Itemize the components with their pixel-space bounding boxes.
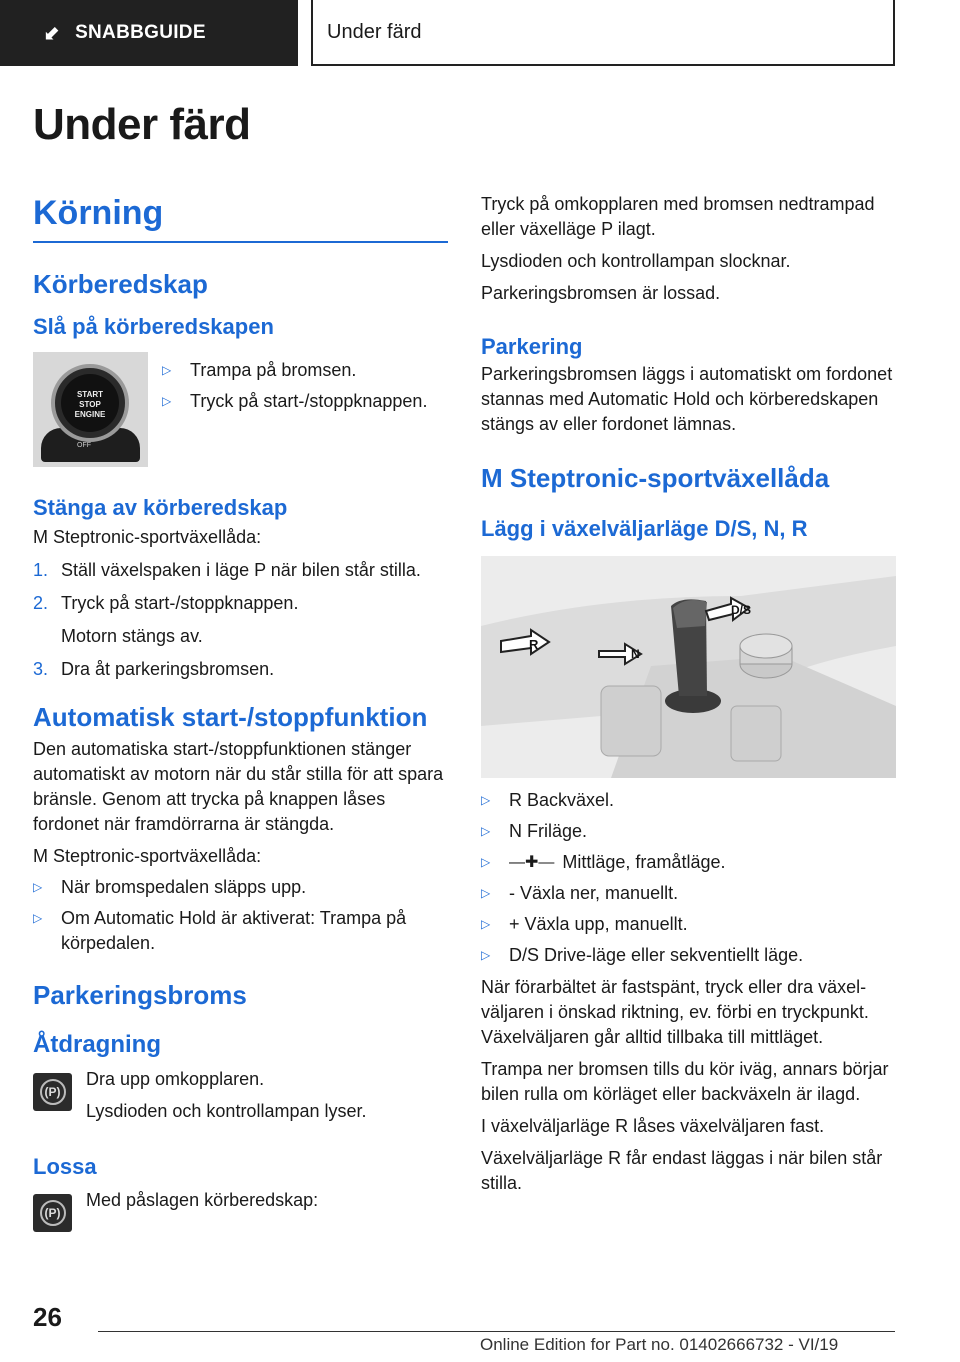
numbered-item — [33, 558, 448, 583]
section-label: Under färd — [327, 20, 422, 43]
step-text: Motorn stängs av. — [61, 626, 203, 646]
center-position-icon: —✚— — [509, 854, 555, 871]
stop-text: STOP — [79, 400, 101, 409]
step-text: Tryck på start-/stoppknappen. — [61, 593, 299, 613]
list-item — [481, 943, 896, 968]
list-item-text: Tryck på start-/stoppknappen. — [190, 391, 428, 411]
right-column — [481, 192, 896, 1196]
triangle-bullet-icon: ▷ — [162, 363, 172, 377]
gear-label-ds: D/S — [731, 603, 752, 617]
parking-brake-icon — [33, 1194, 72, 1232]
triangle-bullet-icon: ▷ — [481, 948, 491, 962]
section-tab[interactable] — [311, 0, 895, 66]
numbered-item — [33, 624, 448, 649]
page-number: 26 — [33, 1302, 62, 1332]
parking-brake-symbol: (P) — [40, 1079, 66, 1105]
heading-lagg-i: Lägg i växelväljarläge D/S, N, R — [481, 516, 808, 541]
atdragning-row — [33, 1067, 448, 1124]
triangle-bullet-icon: ▷ — [33, 880, 43, 894]
footer-divider — [98, 1331, 895, 1332]
stanga-intro: M Steptronic-sportväxellåda: — [33, 527, 262, 547]
start-text: START — [76, 390, 104, 399]
step-number: 2. — [33, 593, 49, 613]
parkering-body: Parkeringsbromsen läggs i automatiskt om fordonet stannas med Automatic Hold och körberedskapen stängs av eller fordonet lämnas. — [481, 364, 893, 434]
heading-autostart: Automatisk start-/stoppfunktion — [33, 702, 428, 732]
gear-bullets — [481, 788, 896, 968]
steptronic-paragraph: I växelväljarläge R låses växelväljaren fast. — [481, 1116, 825, 1136]
triangle-bullet-icon: ▷ — [481, 793, 491, 807]
heading-parkering: Parkering — [481, 334, 583, 359]
start-bullets — [162, 352, 427, 467]
heading-stanga: Stänga av körberedskap — [33, 495, 288, 520]
list-item — [481, 912, 896, 937]
lossa-continued: Parkeringsbromsen är lossad. — [481, 283, 721, 303]
autostart-body: Den automatiska start-/stoppfunktionen stänger automatiskt av motorn när du står stilla för att spara bränsle. Genom att trycka på knappen låses fordonet när framdörrarna är stängda. — [33, 739, 444, 834]
list-item-text: N Friläge. — [509, 821, 588, 841]
parking-brake-icon — [33, 1073, 72, 1111]
page-title: Under färd — [33, 100, 251, 149]
list-item — [162, 389, 427, 414]
lossa-continued: Lysdioden och kontrollampan slocknar. — [481, 251, 791, 271]
snabbguide-tab[interactable] — [0, 0, 298, 66]
step-number: 3. — [33, 659, 49, 679]
autostart-intro: M Steptronic-sportväxellåda: — [33, 846, 262, 866]
triangle-bullet-icon: ▷ — [33, 911, 43, 925]
list-item-text: Mittläge, framåtläge. — [562, 852, 726, 872]
lossa-continued: Tryck på omkopplaren med bromsen nedtrampad eller växelläge P ilagt. — [481, 194, 875, 239]
list-item-text: - Växla ner, manuellt. — [509, 883, 679, 903]
atdragning-line: Dra upp omkopplaren. — [86, 1069, 265, 1089]
list-item — [481, 881, 896, 906]
heading-steptronic: M Steptronic-sportväxellåda — [481, 463, 830, 493]
gear-label-r: R — [529, 637, 539, 652]
list-item — [162, 358, 427, 383]
heading-sla-pa: Slå på körberedskapen — [33, 314, 274, 339]
list-item — [33, 875, 448, 900]
heading-parkeringsbroms: Parkeringsbroms — [33, 980, 247, 1010]
tab-label: SNABBGUIDE — [75, 22, 206, 43]
list-item — [481, 850, 896, 875]
list-item — [481, 788, 896, 813]
steptronic-paragraph: Växelväljarläge R får endast läggas i när bilen står stilla. — [481, 1148, 883, 1193]
numbered-item — [33, 591, 448, 616]
left-column — [33, 190, 448, 1232]
gear-selector-illustration — [481, 556, 896, 778]
list-item-text: D/S Drive-läge eller sekventiellt läge. — [509, 945, 804, 965]
list-item-text: + Växla upp, manuellt. — [509, 914, 688, 934]
step-number: 1. — [33, 560, 49, 580]
triangle-bullet-icon: ▷ — [481, 886, 491, 900]
heading-lossa: Lossa — [33, 1154, 97, 1179]
lossa-row — [33, 1188, 448, 1232]
button-face — [61, 374, 119, 432]
pin-icon: ⬋ — [44, 22, 62, 44]
section-title-korning: Körning — [33, 194, 448, 243]
numbered-item — [33, 657, 448, 682]
heading-korberedskap: Körberedskap — [33, 269, 208, 299]
engine-text: ENGINE — [74, 410, 106, 419]
step-text: Ställ växelspaken i läge P när bilen står stilla. — [61, 560, 421, 580]
list-item — [481, 819, 896, 844]
edition-text: Online Edition for Part no. 01402666732 - VI/19 — [480, 1335, 839, 1354]
gear-selector-image — [481, 556, 896, 778]
steptronic-paragraph: Trampa ner bromsen tills du kör iväg, annars börjar bilen rulla om körläget eller backväxeln är ilagd. — [481, 1059, 889, 1104]
steptronic-paragraph: När förarbältet är fastspänt, tryck eller dra växelväljaren i önskad riktning, ev. förbi en tryckpunkt. Växelväljaren går alltid tillbaka till mittläget. — [481, 977, 869, 1047]
step-number — [33, 624, 61, 649]
parking-brake-symbol: (P) — [40, 1200, 66, 1226]
atdragning-line: Lysdioden och kontrollampan lyser. — [86, 1101, 367, 1121]
start-stop-button-image — [33, 352, 148, 467]
list-item — [33, 906, 448, 956]
heading-atdragning: Åtdragning — [33, 1031, 161, 1058]
list-item-text: Om Automatic Hold är aktiverat: Trampa på körpedalen. — [61, 908, 407, 953]
off-text: OFF — [77, 442, 91, 449]
triangle-bullet-icon: ▷ — [481, 824, 491, 838]
start-stop-row — [33, 352, 448, 467]
gear-label-n: N — [631, 647, 640, 661]
triangle-bullet-icon: ▷ — [481, 855, 491, 869]
list-item-text: R Backväxel. — [509, 790, 615, 810]
list-item-text: Trampa på bromsen. — [190, 360, 357, 380]
triangle-bullet-icon: ▷ — [162, 394, 172, 408]
lossa-line: Med påslagen körberedskap: — [86, 1190, 319, 1210]
list-item-text: När bromspedalen släpps upp. — [61, 877, 307, 897]
triangle-bullet-icon: ▷ — [481, 917, 491, 931]
step-text: Dra åt parkeringsbromsen. — [61, 659, 275, 679]
